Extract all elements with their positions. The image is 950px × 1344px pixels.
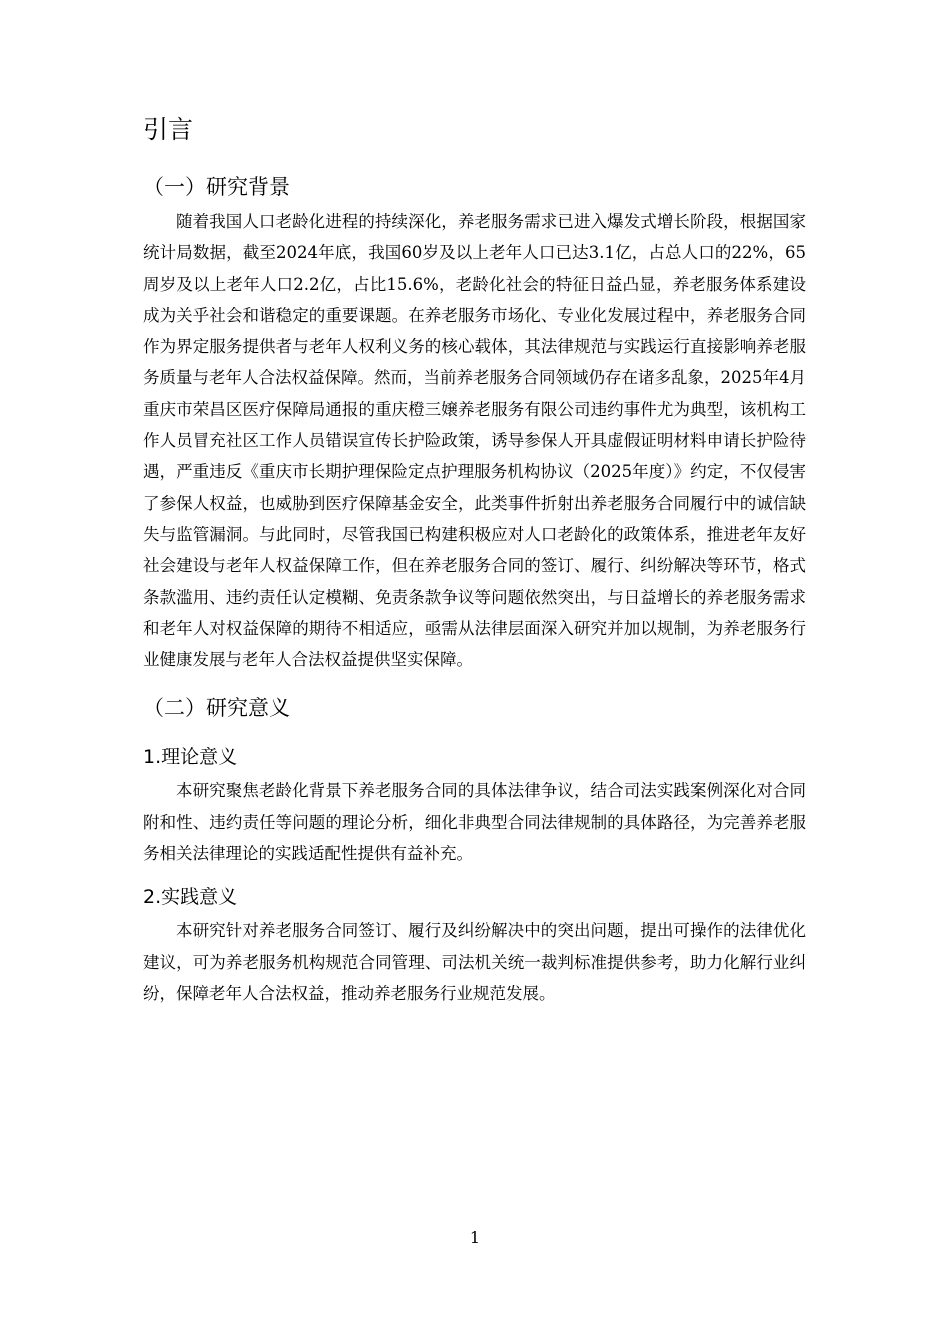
subsection-heading-practical: 2.实践意义 xyxy=(143,886,238,909)
chapter-title: 引言 xyxy=(143,115,194,144)
subsection-heading-theoretical: 1.理论意义 xyxy=(143,746,238,769)
practical-paragraph: 本研究针对养老服务合同签订、履行及纠纷解决中的突出问题，提出可操作的法律优化建议，可为养老服务机构规范合同管理、司法机关统一裁判标准提供参考，助力化解行业纠纷，保障老年人合法权益，推动养老服务行业规范发展。 xyxy=(143,921,806,1003)
page-number: 1 xyxy=(469,1228,481,1247)
subsection-theoretical-significance xyxy=(143,741,806,869)
background-paragraph: 随着我国人口老龄化进程的持续深化，养老服务需求已进入爆发式增长阶段，根据国家统计局数据，截至2024年底，我国60岁及以上老年人口已达3.1亿，占总人口的22%，65周岁及以上老年人口2.2亿，占比15.6%，老龄化社会的特征日益凸显，养老服务体系建设成为关乎社会和谐稳定的重要课题。在养老服务市场化、专业化发展过程中，养老服务合同作为界定服务提供者与老年人权利义务的核心载体，其法律规范与实践运行直接影响养老服务质量与老年人合法权益保障。然而，当前养老服务合同领域仍存在诸多乱象，2025年4月重庆市荣昌区医疗保障局通报的重庆橙三嬢养老服务有限公司违约事件尤为典型，该机构工作人员冒充社区工作人员错误宣传长护险政策，诱导参保人开具虚假证明材料申请长护险待遇，严重违反《重庆市长期护理保险定点护理服务机构协议（2025年度）》约定，不仅侵害了参保人权益，也威胁到医疗保障基金安全，此类事件折射出养老服务合同履行中的诚信缺失与监管漏洞。与此同时，尽管我国已构建积极应对人口老龄化的政策体系，推进老年友好社会建设与老年人权益保障工作，但在养老服务合同的签订、履行、纠纷解决等环节，格式条款滥用、违约责任认定模糊、免责条款争议等问题依然突出，与日益增长的养老服务需求和老年人对权益保障的期待不相适应，亟需从法律层面深入研究并加以规制，为养老服务行业健康发展与老年人合法权益提供坚实保障。 xyxy=(143,212,806,670)
theoretical-paragraph: 本研究聚焦老龄化背景下养老服务合同的具体法律争议，结合司法实践案例深化对合同附和性、违约责任等问题的理论分析，细化非典型合同法律规制的具体路径，为完善养老服务相关法律理论的实践适配性提供有益补充。 xyxy=(143,781,806,864)
section-heading-background: （一）研究背景 xyxy=(143,175,290,199)
section-heading-significance: （二）研究意义 xyxy=(143,696,290,721)
section-research-significance xyxy=(143,691,806,1009)
spacer xyxy=(143,675,806,691)
page-content xyxy=(143,110,806,1009)
spacer xyxy=(143,869,806,881)
subsection-practical-significance xyxy=(143,881,806,1009)
section-research-background xyxy=(143,170,806,675)
spacer xyxy=(143,727,806,741)
